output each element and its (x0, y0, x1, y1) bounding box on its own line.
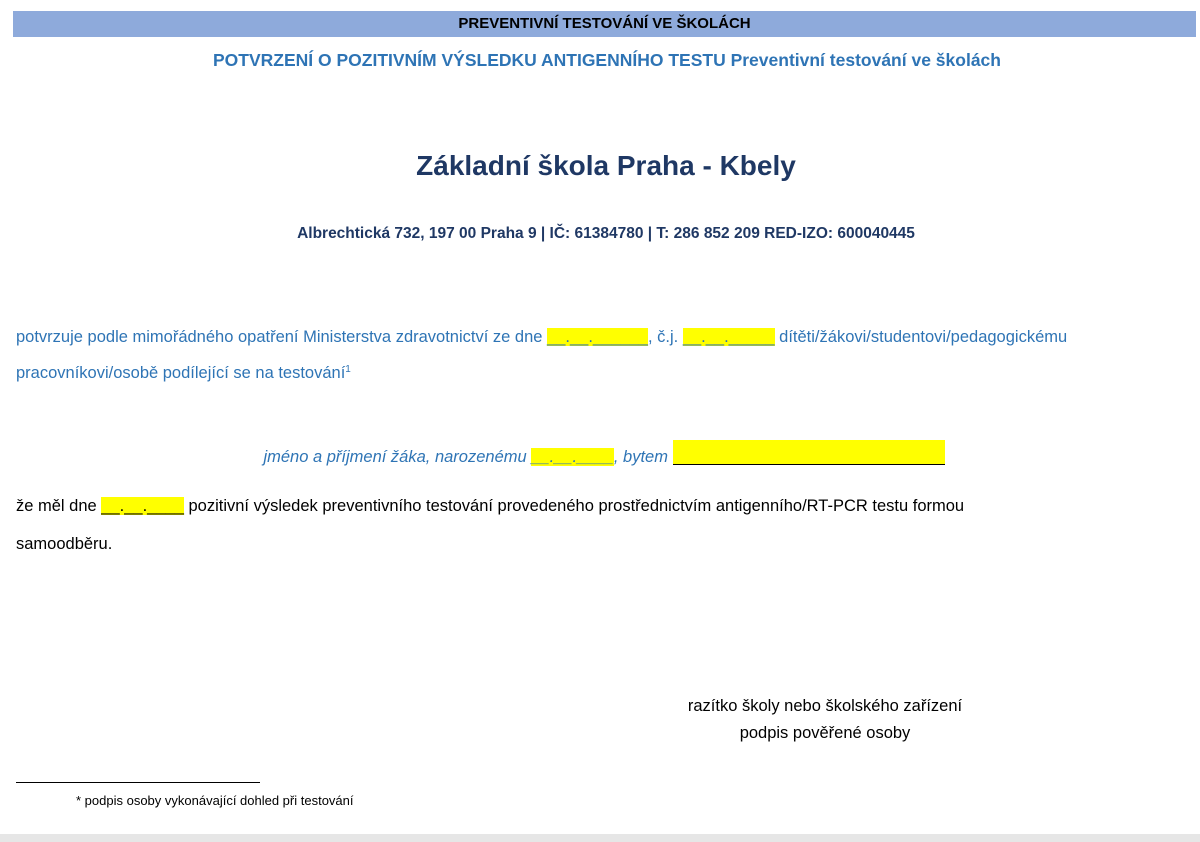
result-line-2: samoodběru. (16, 535, 113, 553)
confirmation-text-before-date: potvrzuje podle mimořádného opatření Ministerstva zdravotnictví ze dne (16, 328, 548, 346)
authorized-signature-label: podpis pověřené osoby (739, 724, 911, 742)
result-line-1 (16, 487, 1200, 525)
confirmation-line-1 (16, 319, 1200, 355)
school-stamp-label: razítko školy nebo školského zařízení (687, 697, 963, 715)
document-header-bar (13, 11, 1196, 37)
reference-number-field[interactable]: __.__._____ (682, 328, 775, 346)
page-bottom-edge (0, 834, 1200, 842)
signature-block (625, 693, 1025, 747)
residence-address-field[interactable] (673, 440, 945, 465)
document-subtitle: POTVRZENÍ O POZITIVNÍM VÝSLEDKU ANTIGENNÍHO TESTU Preventivní testování ve školách (213, 50, 1001, 70)
student-info-line (0, 440, 1200, 470)
test-date-field[interactable]: __.__.____ (101, 497, 184, 515)
school-address: Albrechtická 732, 197 00 Praha 9 | IČ: 61384780 | T: 286 852 209 RED-IZO: 600040445 (297, 225, 915, 242)
result-paragraph (16, 487, 1200, 563)
footnote-marker: 1 (345, 364, 351, 375)
school-name: Základní škola Praha - Kbely (416, 150, 796, 181)
result-text-after-date: pozitivní výsledek preventivního testování provedeného prostřednictvím antigenního/RT-PCR testu formou (183, 497, 965, 515)
confirmation-text-line-2: pracovníkovi/osobě podílející se na testování (16, 364, 346, 382)
birth-date-field[interactable]: __.__.____ (531, 448, 614, 466)
student-name-label: jméno a příjmení žáka, narozenému (263, 448, 532, 466)
confirmation-line-2 (16, 355, 1200, 391)
result-text-before-date: že měl dne (16, 497, 102, 515)
footnote-text: * podpis osoby vykonávající dohled při testování (76, 793, 354, 808)
confirmation-paragraph (16, 319, 1200, 391)
confirmation-recipient-text: dítěti/žákovi/studentovi/pedagogickému (774, 328, 1068, 346)
footnote-separator (16, 782, 260, 783)
reference-label: , č.j. (647, 328, 683, 346)
document-header-title: PREVENTIVNÍ TESTOVÁNÍ VE ŠKOLÁCH (458, 15, 751, 32)
measure-date-field[interactable]: __.__.______ (547, 328, 648, 346)
residence-label: , bytem (613, 448, 673, 466)
